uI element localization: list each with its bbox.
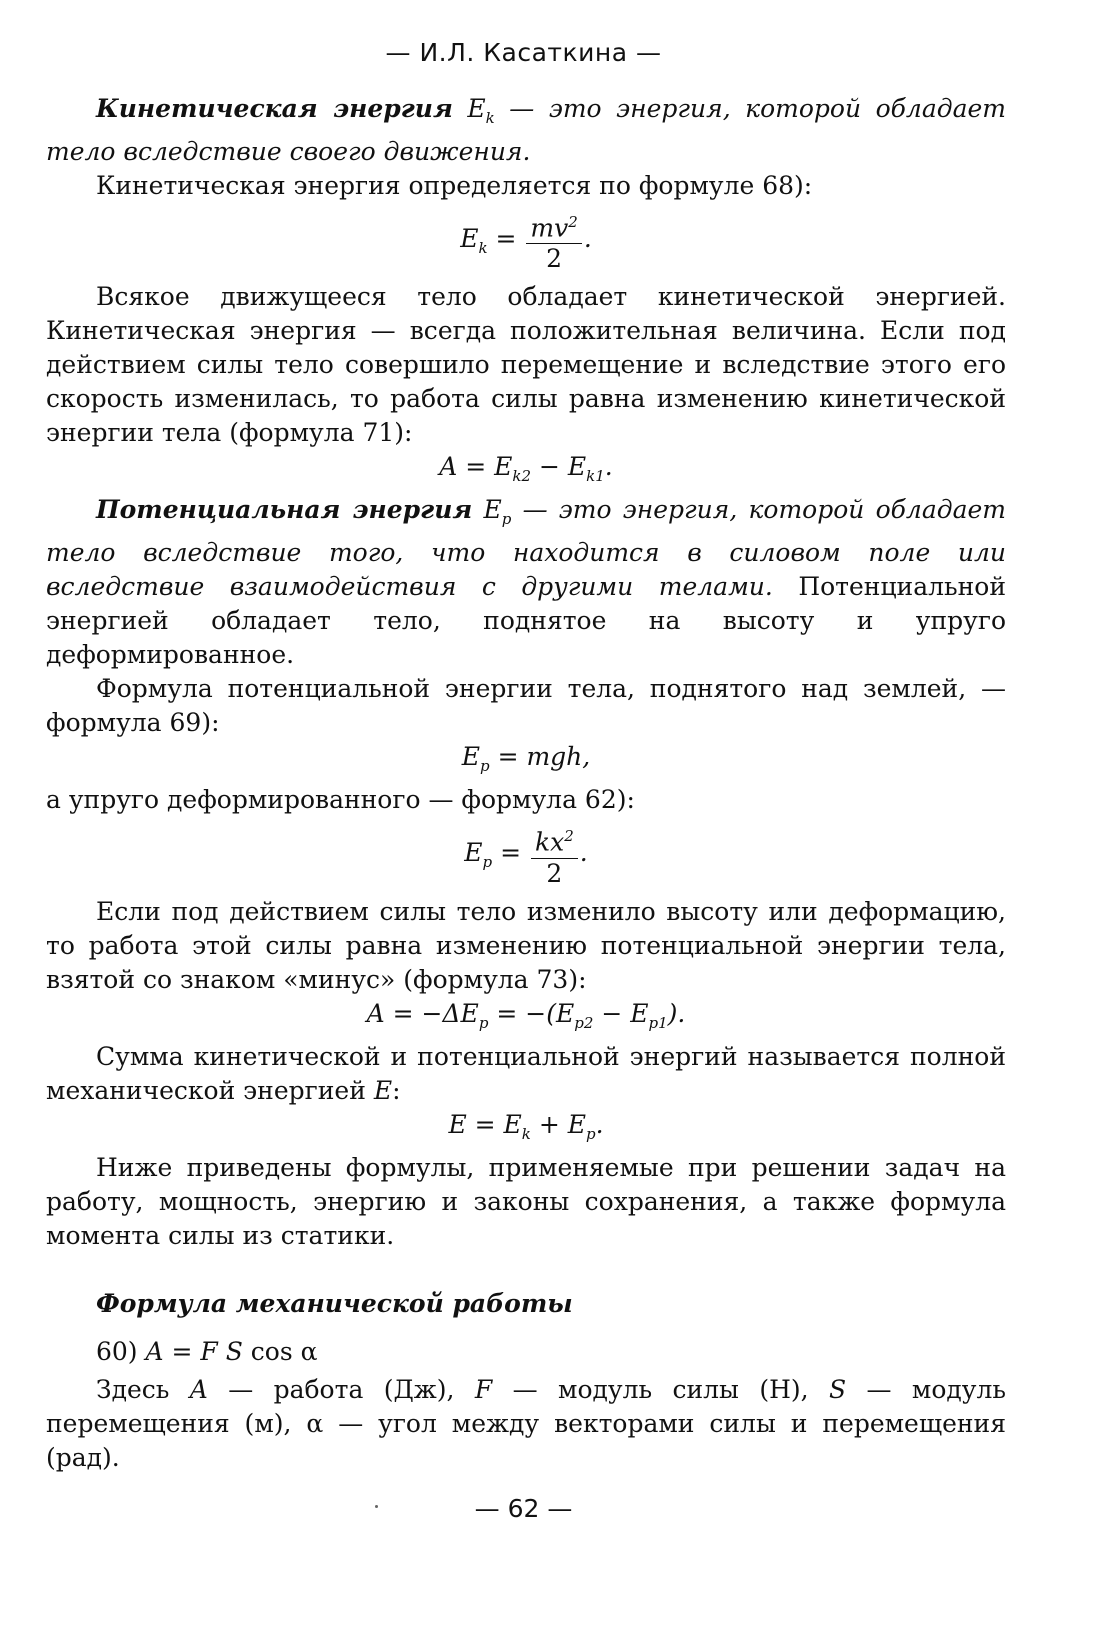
el-num-sup: 2 [564, 827, 574, 846]
paragraph-kinetic: Всякое движущееся тело обладает кинетической энергией. Кинетическая энергия — всегда положительная величина. Если под действием силы тело совершило перемещение и вследствие этого его скорость изменилась, то работа силы равна изменению кинетической энергии тела (формула 71): [46, 282, 1006, 448]
kinetic-formula-num: mv [530, 213, 569, 243]
kinetic-definition [46, 92, 1006, 169]
exp-s: S [828, 1374, 847, 1404]
formula-60-expr: A = F S [145, 1336, 243, 1366]
exp-start: Здесь [96, 1374, 190, 1404]
paragraph-below: Ниже приведены формулы, применяемые при решении задач на работу, мощность, энергию и законы сохранения, а также формула момента силы из статики. [46, 1152, 1006, 1250]
wp-c: − E [593, 998, 649, 1028]
work-kinetic-formula [46, 450, 1006, 493]
total-text: Сумма кинетической и потенциальной энергий называется полной механической энергией [46, 1041, 1006, 1105]
potential-definition-italic: — это энергия, которой обладает тело вследствие того, что находится в силовом поле или вследствие взаимодействия с другими телами. [46, 495, 1006, 602]
ph-rhs: = mgh, [489, 742, 591, 772]
exp-t3: — модуль перемещения (м), α — угол между векторами силы и перемещения (рад). [46, 1374, 1006, 1472]
kinetic-definition-rest: — это энергия, которой обладает тело вследствие своего движения. [46, 94, 1006, 166]
exp-t2: — модуль силы (Н), [492, 1374, 829, 1404]
kinetic-term: Кинетическая энергия [96, 94, 453, 123]
el-den: 2 [546, 858, 563, 888]
potential-height-intro: Формула потенциальной энергии тела, поднятого над землей, — формула 69): [46, 674, 1006, 738]
running-header: — И.Л. Касаткина — [385, 38, 662, 67]
wp-end: ). [667, 998, 686, 1028]
wk-end: . [604, 452, 613, 482]
body-text [46, 92, 1006, 1475]
potential-symbol-sub: p [501, 510, 512, 529]
potential-definition-plain: Потенциальной энергией обладает тело, поднятое на высоту и упруго деформированное. [46, 572, 1006, 670]
wk-s1: k2 [512, 467, 532, 486]
elastic-intro: а упруго деформированного — формула 62): [46, 785, 635, 815]
potential-symbol: E [483, 495, 502, 525]
tf-s2: p [585, 1124, 596, 1143]
ph-lhs: E [461, 742, 481, 772]
wp-a: A = −ΔE [366, 998, 479, 1028]
elastic-formula [46, 821, 1006, 888]
total-end: : [392, 1075, 401, 1105]
wp-s0: p [478, 1013, 489, 1032]
paragraph-potential-work: Если под действием силы тело изменило высоту или деформацию, то работа этой силы равна изменению потенциальной энергии тела, взятой со знаком «минус» (формула 73): [46, 896, 1006, 994]
el-lhs-sub: p [482, 853, 493, 872]
tf-b: + E [530, 1109, 586, 1139]
wk-mid: − E [531, 452, 587, 482]
elastic-formula-fraction [531, 821, 578, 888]
tf-a: E = E [448, 1109, 522, 1139]
wp-s1: p2 [574, 1013, 594, 1032]
kinetic-formula-eq: = [487, 224, 525, 254]
potential-definition [46, 493, 1006, 672]
kinetic-formula-intro: Кинетическая энергия определяется по формуле 68): [96, 171, 813, 200]
kinetic-formula-den: 2 [546, 244, 563, 274]
formula-60-cos: cos α [242, 1336, 318, 1366]
potential-height-formula [46, 740, 1006, 783]
formula-60 [46, 1335, 1006, 1369]
wk-a: A = E [439, 452, 513, 482]
exp-f: F [474, 1374, 493, 1404]
kinetic-formula-lhs-sub: k [478, 239, 488, 258]
el-num: kx [534, 827, 565, 857]
el-lhs: E [464, 838, 483, 868]
paragraph-total-energy [46, 1040, 1006, 1108]
kinetic-formula-fraction [526, 207, 581, 274]
page-number: — 62 — [474, 1494, 573, 1523]
kinetic-formula-lhs: E [460, 224, 479, 254]
el-eq: = [492, 838, 529, 868]
wp-s2: p1 [648, 1013, 668, 1032]
kinetic-formula [46, 207, 1006, 274]
kinetic-symbol: E [467, 94, 486, 123]
el-end: . [579, 838, 588, 868]
potential-term: Потенциальная энергия [96, 495, 473, 525]
kinetic-symbol-sub: k [485, 109, 495, 127]
total-energy-formula [46, 1108, 1006, 1151]
kinetic-formula-end: . [583, 224, 592, 254]
exp-a: A [189, 1374, 208, 1404]
wk-s2: k1 [586, 467, 605, 486]
tf-end: . [595, 1109, 604, 1139]
ph-lhs-sub: p [480, 757, 490, 776]
wp-b: = −(E [488, 998, 575, 1028]
total-symbol: E [373, 1075, 393, 1105]
work-potential-formula [46, 997, 1006, 1040]
formula-60-number: 60) [96, 1336, 146, 1366]
explanation [46, 1373, 1006, 1475]
exp-t1: — работа (Дж), [207, 1374, 475, 1404]
tf-s1: k [521, 1124, 531, 1143]
section-title: Формула механической работы [96, 1288, 573, 1318]
kinetic-formula-num-sup: 2 [568, 213, 578, 231]
